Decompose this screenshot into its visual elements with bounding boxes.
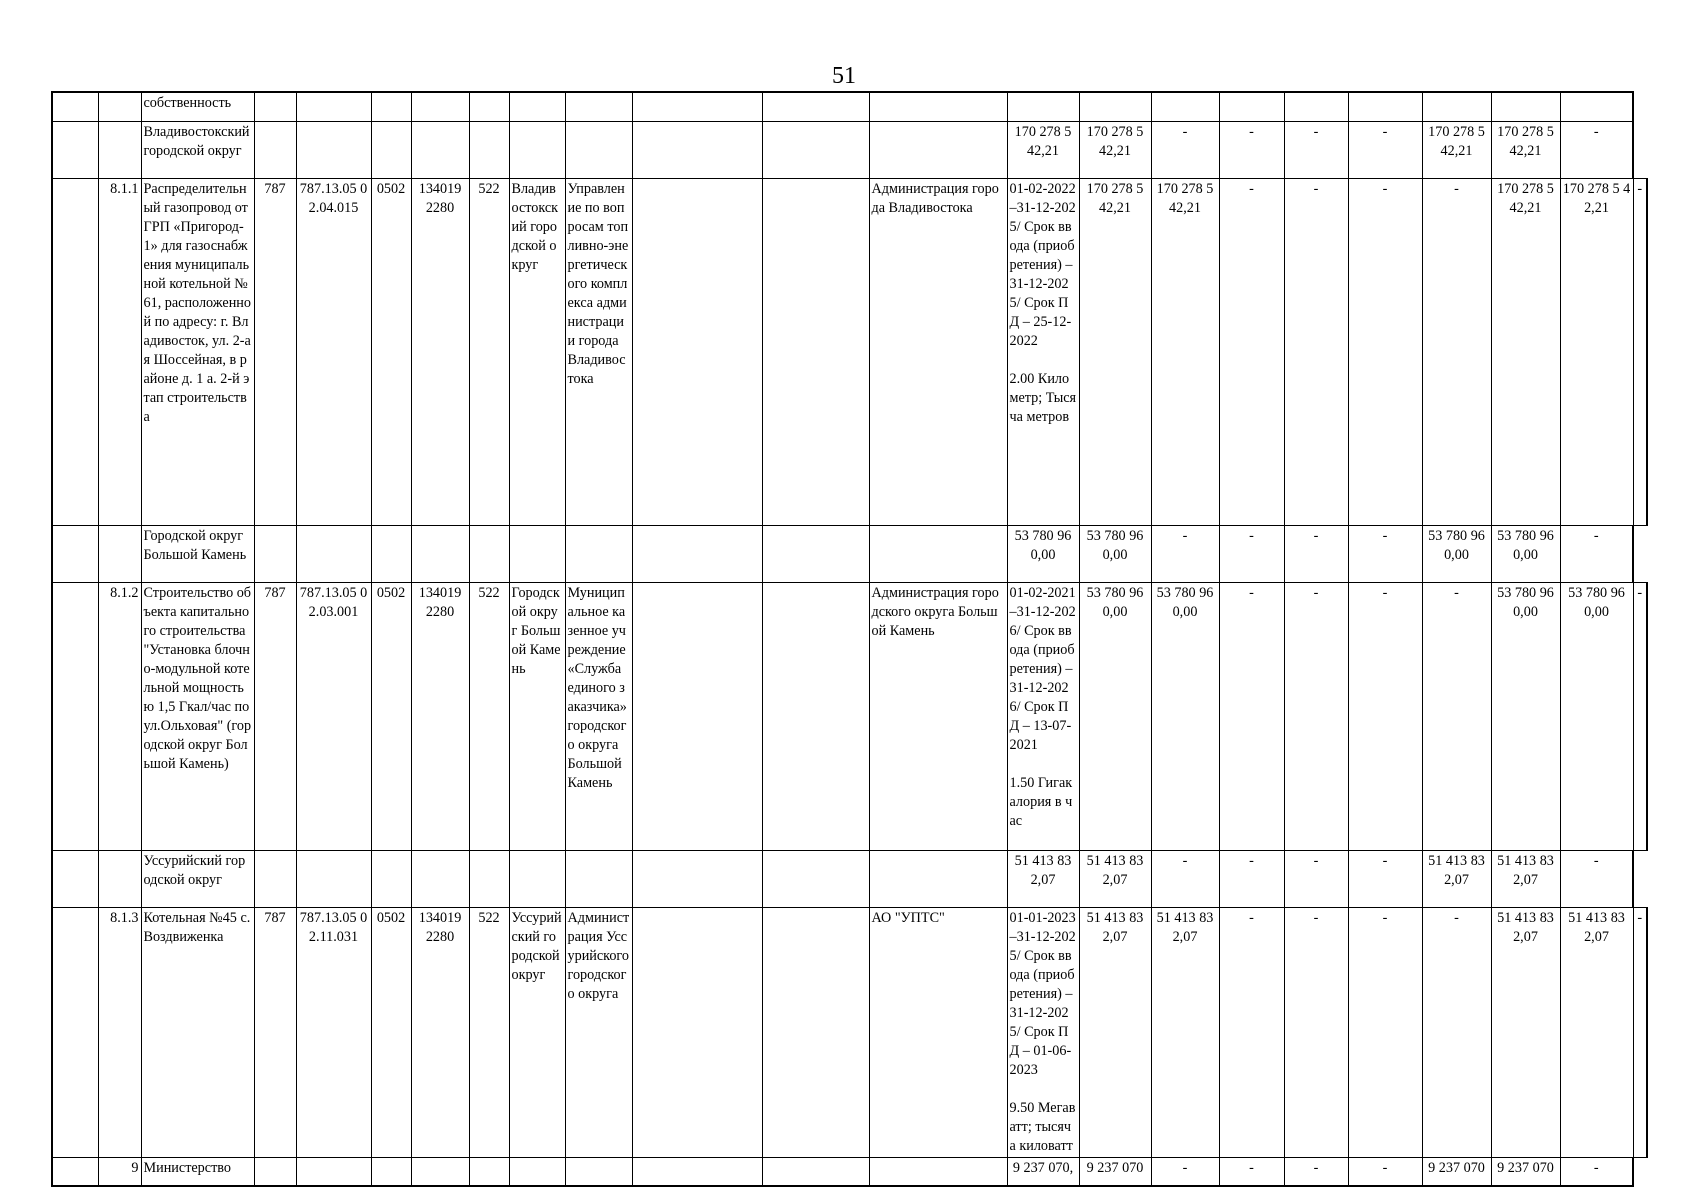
row-number: 8.1.2	[98, 582, 141, 850]
municipality-cell: Владивостокский городской округ	[509, 178, 565, 525]
dash-cell: -	[1560, 121, 1633, 178]
row-name: собственность	[141, 92, 254, 121]
dash-cell: -	[1422, 582, 1491, 850]
code-cell: 787.13.05 02.03.001	[296, 582, 371, 850]
vr-cell: 522	[469, 178, 509, 525]
csr-cell: 134019 2280	[411, 582, 469, 850]
value-cell: 170 278 5 42,21	[1560, 178, 1633, 525]
dash-cell: -	[1348, 1157, 1422, 1186]
value-cell: 170 278 5 42,21	[1422, 121, 1491, 178]
dash-cell: -	[1284, 907, 1348, 1157]
dash-cell: -	[1151, 1157, 1219, 1186]
dash-cell: -	[1633, 582, 1647, 850]
term-cell: 01-02-2022–31-12-2025/ Срок ввода (приобретения) – 31-12-2025/ Срок ПД – 25-12-2022 2.00 Километр; Тысяча метров	[1007, 178, 1079, 525]
section-cell: 0502	[371, 582, 411, 850]
value-cell: 170 278 5 42,21	[1491, 121, 1560, 178]
dash-cell: -	[1560, 525, 1633, 582]
value-cell: 53 780 96 0,00	[1007, 525, 1079, 582]
vr-cell: 522	[469, 582, 509, 850]
value-cell: 170 278 5 42,21	[1079, 121, 1151, 178]
row-name: Уссурийский городской округ	[141, 850, 254, 907]
code-cell: 787	[254, 907, 296, 1157]
value-cell: 51 413 83 2,07	[1491, 907, 1560, 1157]
dash-cell: -	[1348, 582, 1422, 850]
dash-cell: -	[1284, 1157, 1348, 1186]
table-row	[52, 525, 1647, 582]
table-row	[52, 907, 1647, 1157]
dash-cell: -	[1560, 1157, 1633, 1186]
table-row	[52, 582, 1647, 850]
dash-cell: -	[1422, 178, 1491, 525]
value-cell: 51 413 83 2,07	[1560, 907, 1633, 1157]
value-cell: 9 237 070	[1422, 1157, 1491, 1186]
dash-cell: -	[1219, 178, 1284, 525]
municipality-cell: Городской округ Большой Камень	[509, 582, 565, 850]
term-cell: 01-01-2023–31-12-2025/ Срок ввода (приобретения) – 31-12-2025/ Срок ПД – 01-06-2023 9.50 Мегаватт; тысяча киловатт	[1007, 907, 1079, 1157]
row-name: Распределительный газопровод от ГРП «Пригород-1» для газоснабжения муниципальной котельной № 61, расположенной по адресу: г. Владивосток, ул. 2-ая Шоссейная, в районе д. 1 а. 2-й этап строительства	[141, 178, 254, 525]
dash-cell: -	[1348, 178, 1422, 525]
row-name: Строительство объекта капитального строительства "Установка блочно-модульной котельной мощностью 1,5 Гкал/час по ул.Ольховая" (городской округ Большой Камень)	[141, 582, 254, 850]
row-name: Городской округ Большой Камень	[141, 525, 254, 582]
value-cell: 170 278 5 42,21	[1151, 178, 1219, 525]
value-cell: 9 237 070	[1079, 1157, 1151, 1186]
value-cell: 9 237 070	[1491, 1157, 1560, 1186]
section-cell: 0502	[371, 907, 411, 1157]
page-number: 51	[832, 63, 856, 89]
dash-cell: -	[1284, 121, 1348, 178]
dash-cell: -	[1219, 907, 1284, 1157]
dash-cell: -	[1219, 850, 1284, 907]
csr-cell: 134019 2280	[411, 907, 469, 1157]
dash-cell: -	[1284, 525, 1348, 582]
dash-cell: -	[1219, 582, 1284, 850]
table-row	[52, 1157, 1647, 1186]
code-cell: 787	[254, 582, 296, 850]
dash-cell: -	[1422, 907, 1491, 1157]
value-cell: 170 278 5 42,21	[1079, 178, 1151, 525]
value-cell: 51 413 83 2,07	[1007, 850, 1079, 907]
dash-cell: -	[1219, 525, 1284, 582]
value-cell: 51 413 83 2,07	[1151, 907, 1219, 1157]
grbs-cell: Администрация Уссурийского городского округа	[565, 907, 632, 1157]
value-cell: 9 237 070,	[1007, 1157, 1079, 1186]
term-cell: 01-02-2021–31-12-2026/ Срок ввода (приобретения) – 31-12-2026/ Срок ПД – 13-07-2021 1.50 Гигакалория в час	[1007, 582, 1079, 850]
table-row	[52, 178, 1647, 525]
vr-cell: 522	[469, 907, 509, 1157]
code-cell: 787.13.05 02.04.015	[296, 178, 371, 525]
value-cell: 53 780 96 0,00	[1560, 582, 1633, 850]
code-cell: 787.13.05 02.11.031	[296, 907, 371, 1157]
row-name: Министерство	[141, 1157, 254, 1186]
row-number: 8.1.1	[98, 178, 141, 525]
grbs-cell: Управление по вопросам топливно-энергетического комплекса администрации города Владивостока	[565, 178, 632, 525]
dash-cell: -	[1219, 1157, 1284, 1186]
section-cell: 0502	[371, 178, 411, 525]
dash-cell: -	[1633, 907, 1647, 1157]
dash-cell: -	[1348, 525, 1422, 582]
value-cell: 51 413 83 2,07	[1079, 850, 1151, 907]
value-cell: 53 780 96 0,00	[1491, 525, 1560, 582]
value-cell: 53 780 96 0,00	[1422, 525, 1491, 582]
dash-cell: -	[1151, 850, 1219, 907]
code-cell: 787	[254, 178, 296, 525]
value-cell: 51 413 83 2,07	[1422, 850, 1491, 907]
value-cell: 53 780 96 0,00	[1079, 582, 1151, 850]
table-row	[52, 850, 1647, 907]
dash-cell: -	[1348, 850, 1422, 907]
row-name: Котельная №45 с.Воздвиженка	[141, 907, 254, 1157]
dash-cell: -	[1348, 121, 1422, 178]
csr-cell: 134019 2280	[411, 178, 469, 525]
municipality-cell: Уссурийский городской округ	[509, 907, 565, 1157]
value-cell: 53 780 96 0,00	[1151, 582, 1219, 850]
dash-cell: -	[1348, 907, 1422, 1157]
row-name: Владивостокский городской округ	[141, 121, 254, 178]
value-cell: 51 413 83 2,07	[1079, 907, 1151, 1157]
customer-cell: Администрация города Владивостока	[869, 178, 1007, 525]
row-number: 9	[98, 1157, 141, 1186]
dash-cell: -	[1151, 121, 1219, 178]
dash-cell: -	[1633, 178, 1647, 525]
table-row	[52, 92, 1647, 121]
value-cell: 170 278 5 42,21	[1007, 121, 1079, 178]
dash-cell: -	[1284, 178, 1348, 525]
grbs-cell: Муниципальное казенное учреждение «Служба единого заказчика» городского округа Большой Камень	[565, 582, 632, 850]
value-cell: 51 413 83 2,07	[1491, 850, 1560, 907]
value-cell: 53 780 96 0,00	[1491, 582, 1560, 850]
dash-cell: -	[1284, 850, 1348, 907]
customer-cell: АО "УПТС"	[869, 907, 1007, 1157]
table-row	[52, 121, 1647, 178]
row-number: 8.1.3	[98, 907, 141, 1157]
dash-cell: -	[1151, 525, 1219, 582]
dash-cell: -	[1284, 582, 1348, 850]
value-cell: 170 278 5 42,21	[1491, 178, 1560, 525]
dash-cell: -	[1219, 121, 1284, 178]
customer-cell: Администрация городского округа Большой Камень	[869, 582, 1007, 850]
investment-table	[51, 91, 1648, 1187]
dash-cell: -	[1560, 850, 1633, 907]
value-cell: 53 780 96 0,00	[1079, 525, 1151, 582]
